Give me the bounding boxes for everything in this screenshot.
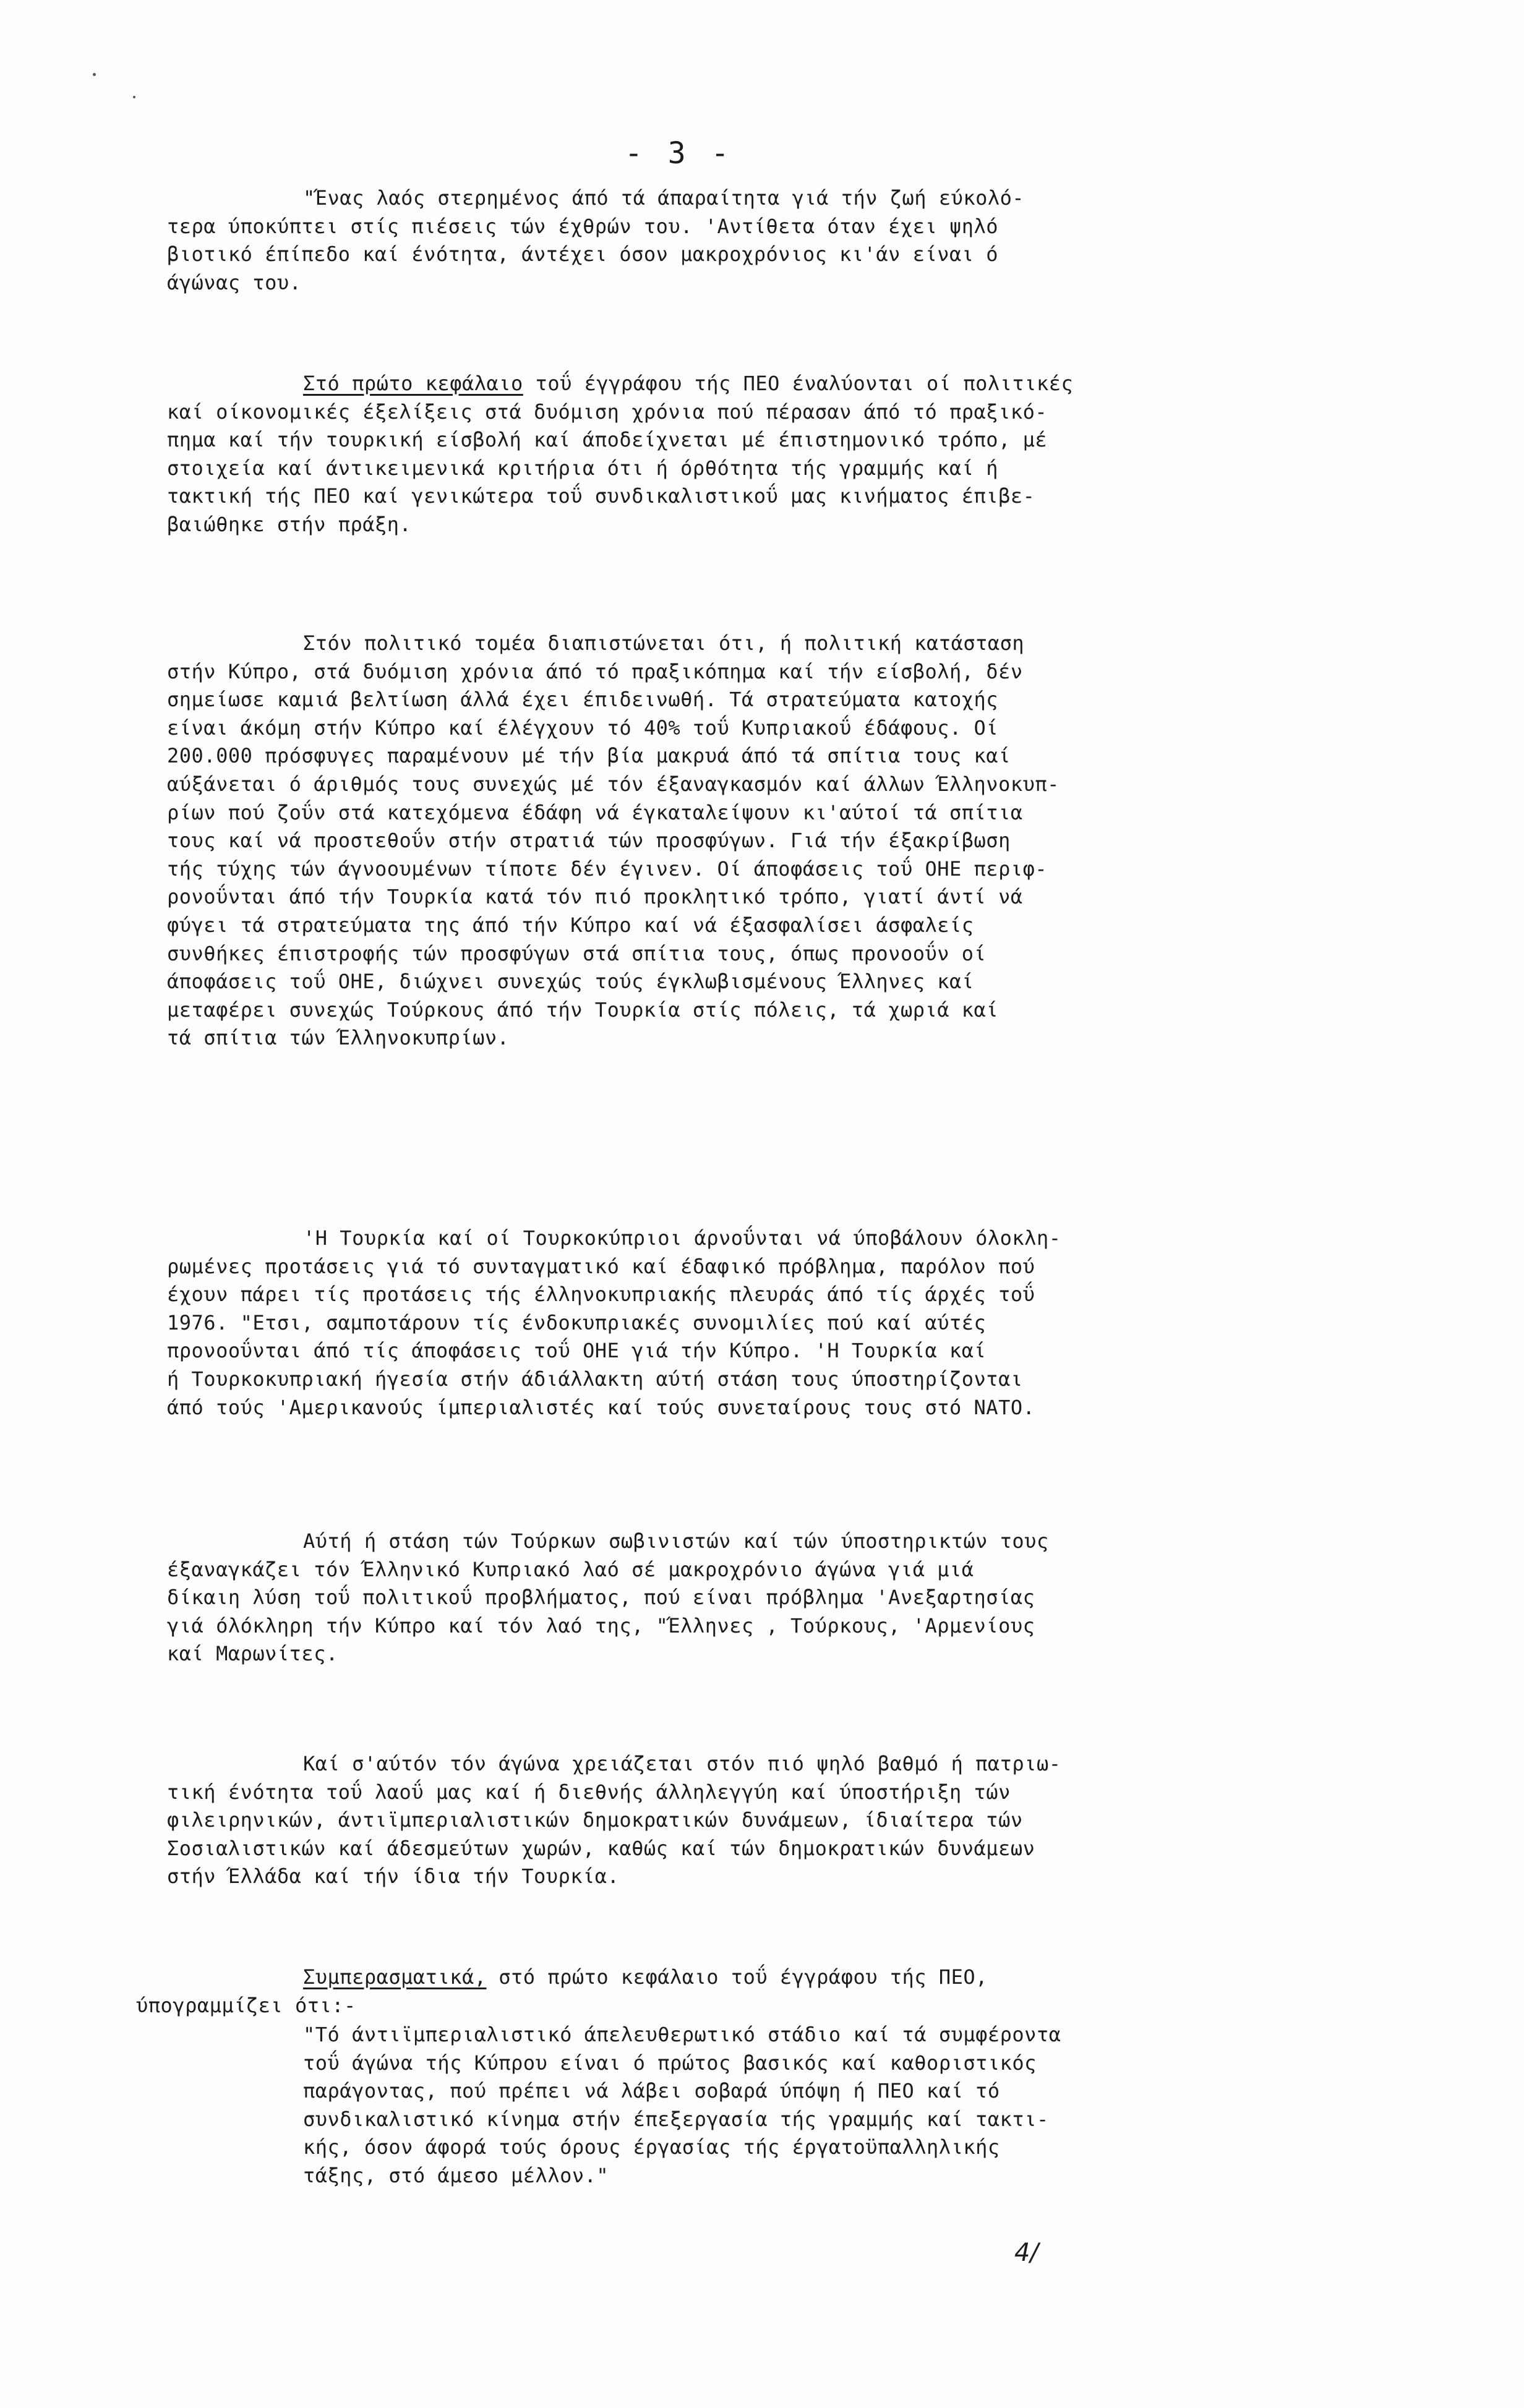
quote-line: "Τό άντιϊμπεριαλιστικό άπελευθερωτικό στάδιο καί τά συμφέροντα <box>303 2023 1061 2046</box>
text-line: σημείωσε καμιά βελτίωση άλλά έχει έπιδεινωθή. Τά στρατεύματα κατοχής <box>167 688 999 712</box>
quote-line: παράγοντας, πού πρέπει νά λάβει σοβαρά ύπόψη ή ΠΕΟ καί τό <box>303 2079 1000 2103</box>
text-line: προνοοΰνται άπό τίς άποφάσεις τοΰ ΟΗΕ γιά τήν Κύπρο. 'Η Τουρκία καί <box>167 1339 987 1363</box>
section-heading-underlined: Στό πρώτο κεφάλαιο <box>303 372 523 395</box>
text-line: ύπογραμμίζει ότι:- <box>136 1993 356 2017</box>
text-line: Αύτή ή στάση τών Τούρκων σωβινιστών καί τών ύποστηρικτών τους <box>303 1529 1049 1553</box>
text-line <box>167 1963 1274 1992</box>
text-line: φιλειρηνικών, άντιϊμπεριαλιστικών δημοκρατικών δυνάμεων, ίδιαίτερα τών <box>167 1808 1023 1832</box>
paragraph-2 <box>167 370 1274 539</box>
text-line: 200.000 πρόσφυγες παραμένουν μέ τήν βία μακρυά άπό τά σπίτια τους καί <box>167 744 1011 768</box>
text-line: ρίων πού ζοΰν στά κατεχόμενα έδάφη νά έγκαταλείψουν κι'αύτοί τά σπίτια <box>167 800 1023 824</box>
text-line: βαιώθηκε στήν πράξη. <box>167 512 412 536</box>
text-line: δίκαιη λύση τοΰ πολιτικοΰ προβλήματος, πού είναι πρόβλημα 'Ανεξαρτησίας <box>167 1586 1035 1610</box>
page-number: - 3 - <box>625 136 733 171</box>
text-line: έχουν πάρει τίς προτάσεις τής έλληνοκυπριακής πλευράς άπό τίς άρχές τοΰ <box>167 1283 1035 1307</box>
quoted-passage <box>303 2021 1293 2190</box>
scan-speck <box>93 73 96 76</box>
conclusion-heading-underlined: Συμπερασματικά, <box>303 1965 487 1989</box>
text-line: στοιχεία καί άντικειμενικά κριτήρια ότι ή όρθότητα τής γραμμής καί ή <box>167 456 999 480</box>
text-line: πημα καί τήν τουρκική είσβολή καί άποδείχνεται μέ έπιστημονικό τρόπο, μέ <box>167 428 1048 452</box>
paragraph-4 <box>167 1224 1274 1422</box>
quote-line: τοΰ άγώνα τής Κύπρου είναι ό πρώτος βασικός καί καθοριστικός <box>303 2051 1037 2075</box>
text-line: 1976. "Ετσι, σαμποτάρουν τίς ένδοκυπριακές συνομιλίες πού καί αύτές <box>167 1310 987 1334</box>
scan-speck <box>133 96 135 98</box>
text-line <box>167 370 1274 398</box>
next-page-marker: 4/ <box>1014 2239 1038 2267</box>
text-line: είναι άκόμη στήν Κύπρο καί έλέγχουν τό 40% τοΰ Κυπριακοΰ έδάφους. Οί <box>167 715 999 740</box>
text-line: αύξάνεται ό άριθμός τους συνεχώς μέ τόν έξαναγκασμόν καί άλλων Έλληνοκυπ- <box>167 772 1060 796</box>
quote-line: τάξης, στό άμεσο μέλλον." <box>303 2163 609 2187</box>
text-line: τής τύχης τών άγνοουμένων τίποτε δέν έγινεν. Οί άποφάσεις τοΰ ΟΗΕ περιφ- <box>167 856 1048 881</box>
text-line: τους καί νά προστεθοΰν στήν στρατιά τών προσφύγων. Γιά τήν έξακρίβωση <box>167 829 1011 853</box>
text-line: γιά όλόκληρη τήν Κύπρο καί τόν λαό της, "Έλληνες , Τούρκους, 'Αρμενίους <box>167 1613 1035 1637</box>
text-run: στό πρώτο κεφάλαιο τοΰ έγγράφου τής ΠΕΟ, <box>486 1965 988 1989</box>
text-line: "Ένας λαός στερημένος άπό τά άπαραίτητα γιά τήν ζωή εύκολό- <box>303 186 1025 210</box>
text-line: συνθήκες έπιστροφής τών προσφύγων στά σπίτια τους, όπως προνοοΰν οί <box>167 941 987 965</box>
text-line: ρωμένες προτάσεις γιά τό συνταγματικό καί έδαφικό πρόβλημα, παρόλον πού <box>167 1254 1035 1278</box>
text-line: τερα ύποκύπτει στίς πιέσεις τών έχθρών του. 'Αντίθετα όταν έχει ψηλό <box>167 214 999 238</box>
quote-line: κής, όσον άφορά τούς όρους έργασίας τής έργατοϋπαλληλικής <box>303 2135 1000 2159</box>
paragraph-7 <box>136 1963 1274 2020</box>
text-line: έξαναγκάζει τόν Έλληνικό Κυπριακό λαό σέ μακροχρόνιο άγώνα γιά μιά <box>167 1557 974 1581</box>
text-line: βιοτικό έπίπεδο καί ένότητα, άντέχει όσον μακροχρόνιος κι'άν είναι ό <box>167 242 999 267</box>
text-line: τική ένότητα τοΰ λαοΰ μας καί ή διεθνής άλληλεγγύη καί ύποστήριξη τών <box>167 1780 1011 1804</box>
text-line: τά σπίτια τών Έλληνοκυπρίων. <box>167 1026 510 1050</box>
text-line: ρονοΰνται άπό τήν Τουρκία κατά τόν πιό προκλητικό τρόπο, γιατί άντί νά <box>167 885 1023 909</box>
quote-line: συνδικαλιστικό κίνημα στήν έπεξεργασία τής γραμμής καί τακτι- <box>303 2107 1049 2131</box>
text-line: μεταφέρει συνεχώς Τούρκους άπό τήν Τουρκία στίς πόλεις, τά χωριά καί <box>167 997 999 1022</box>
paragraph-5 <box>167 1527 1274 1668</box>
text-line: Στόν πολιτικό τομέα διαπιστώνεται ότι, ή πολιτική κατάσταση <box>303 631 1025 655</box>
text-line: φύγει τά στρατεύματα της άπό τήν Κύπρο καί νά έξασφαλίσει άσφαλείς <box>167 913 974 937</box>
text-line: άποφάσεις τοΰ ΟΗΕ, διώχνει συνεχώς τούς έγκλωβισμένους Έλληνες καί <box>167 970 974 994</box>
text-line: άπό τούς 'Αμερικανούς ίμπεριαλιστές καί τούς συνεταίρους τους στό ΝΑΤΟ. <box>167 1395 1035 1419</box>
text-line: τακτική τής ΠΕΟ καί γενικώτερα τοΰ συνδικαλιστικοΰ μας κινήματος έπιβε- <box>167 484 1035 508</box>
text-line: 'Η Τουρκία καί οί Τουρκοκύπριοι άρνοΰνται νά ύποβάλουν όλοκλη- <box>303 1226 1061 1250</box>
text-line: άγώνας του. <box>167 270 302 294</box>
paragraph-6 <box>167 1750 1274 1891</box>
text-line: Σοσιαλιστικών καί άδεσμεύτων χωρών, καθώς καί τών δημοκρατικών δυνάμεων <box>167 1836 1035 1860</box>
paragraph-3 <box>167 630 1274 1052</box>
text-run: τοΰ έγγράφου τής ΠΕΟ έναλύονται οί πολιτικές <box>523 372 1074 395</box>
text-line: καί Μαρωνίτες. <box>167 1642 338 1666</box>
text-line: Καί σ'αύτόν τόν άγώνα χρειάζεται στόν πιό ψηλό βαθμό ή πατριω- <box>303 1752 1061 1775</box>
paragraph-1 <box>167 184 1274 297</box>
text-line: καί οίκονομικές έξελίξεις στά δυόμιση χρόνια πού πέρασαν άπό τό πραξικό- <box>167 399 1048 424</box>
text-line: στήν Κύπρο, στά δυόμιση χρόνια άπό τό πραξικόπημα καί τήν είσβολή, δέν <box>167 659 1023 683</box>
text-line: ή Τουρκοκυπριακή ήγεσία στήν άδιάλλακτη αύτή στάση τους ύποστηρίζονται <box>167 1367 1023 1391</box>
text-line: στήν Έλλάδα καί τήν ίδια τήν Τουρκία. <box>167 1864 620 1889</box>
